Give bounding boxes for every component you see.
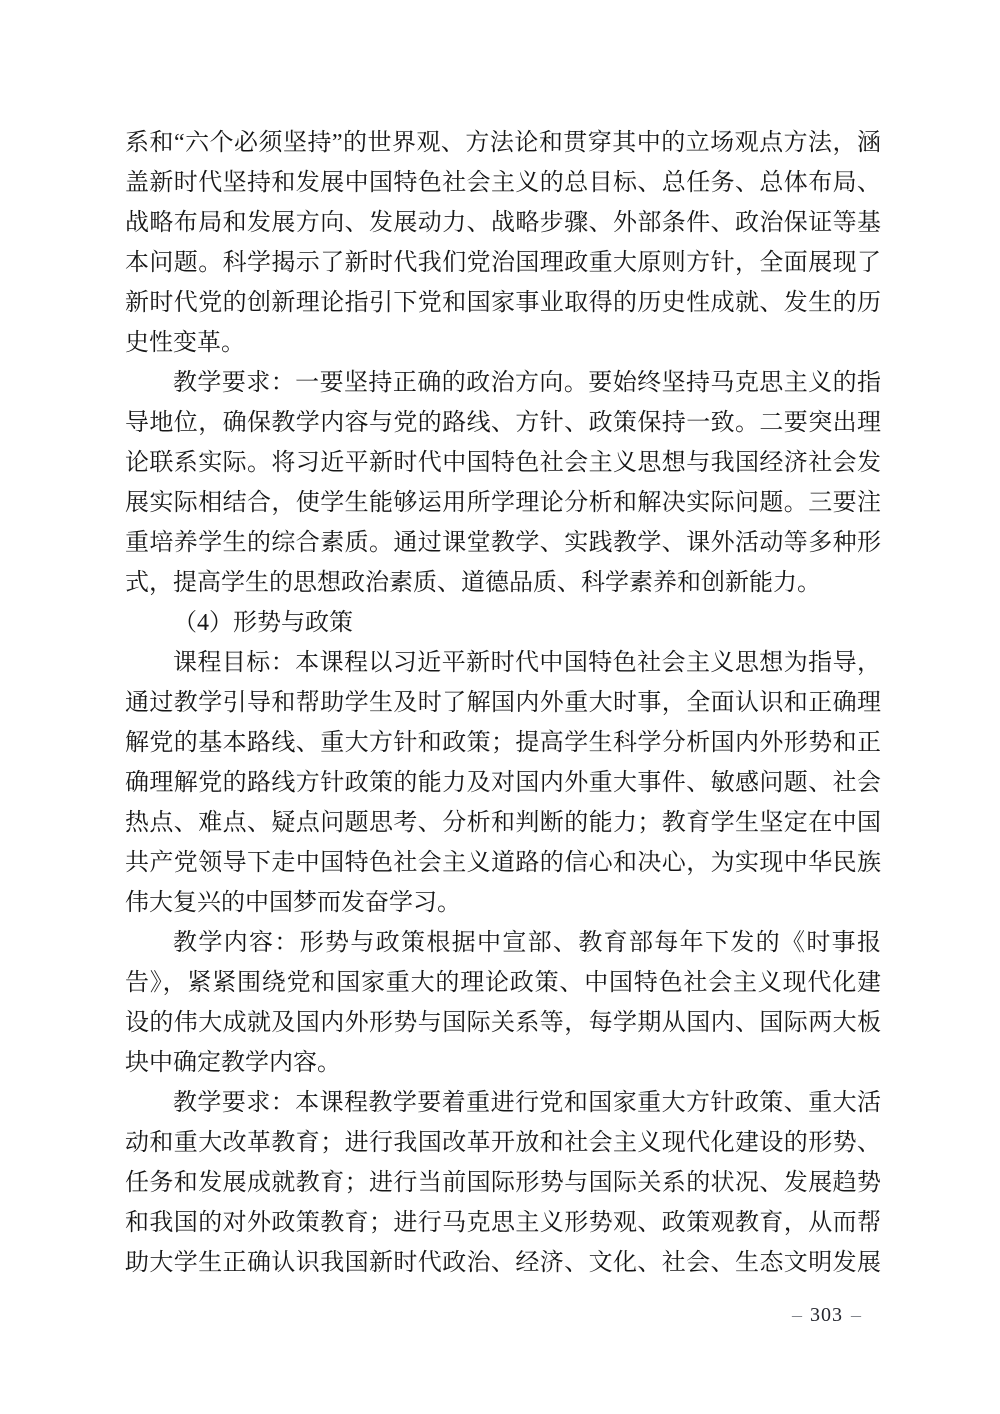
text-line: 本问题。科学揭示了新时代我们党治国理政重大原则方针，全面展现了 <box>125 250 881 276</box>
text-line: 导地位，确保教学内容与党的路线、方针、政策保持一致。二要突出理 <box>125 410 881 436</box>
text-line: 新时代党的创新理论指引下党和国家事业取得的历史性成就、发生的历 <box>125 290 881 316</box>
text-line: 伟大复兴的中国梦而发奋学习。 <box>125 890 461 916</box>
paragraph-4 <box>125 643 881 923</box>
paragraph-6 <box>125 1083 881 1283</box>
paragraph-3 <box>125 603 881 643</box>
text-line: 告》，紧紧围绕党和国家重大的理论政策、中国特色社会主义现代化建 <box>125 970 881 996</box>
page-number-value: 303 <box>810 1304 843 1326</box>
paragraph-5 <box>125 923 881 1083</box>
text-line: 重培养学生的综合素质。通过课堂教学、实践教学、课外活动等多种形 <box>125 530 881 556</box>
text-line: 和我国的对外政策教育；进行马克思主义形势观、政策观教育，从而帮 <box>125 1210 881 1236</box>
text-line: 确理解党的路线方针政策的能力及对国内外重大事件、敏感问题、社会 <box>125 770 881 796</box>
text-line: 教学要求：一要坚持正确的政治方向。要始终坚持马克思主义的指 <box>173 370 881 396</box>
page-number-dash-right: – <box>851 1304 861 1326</box>
text-line: （4）形势与政策 <box>173 610 353 636</box>
text-line: 设的伟大成就及国内外形势与国际关系等，每学期从国内、国际两大板 <box>125 1010 881 1036</box>
text-line: 助大学生正确认识我国新时代政治、经济、文化、社会、生态文明发展 <box>125 1250 881 1276</box>
text-line: 盖新时代坚持和发展中国特色社会主义的总目标、总任务、总体布局、 <box>125 170 881 196</box>
text-line: 教学内容：形势与政策根据中宣部、教育部每年下发的《时事报 <box>173 930 881 956</box>
paragraph-2 <box>125 363 881 603</box>
text-line: 史性变革。 <box>125 330 245 356</box>
page-number <box>791 1303 891 1327</box>
text-line: 课程目标：本课程以习近平新时代中国特色社会主义思想为指导， <box>173 650 881 676</box>
document-body <box>125 123 881 1283</box>
text-line: 动和重大改革教育；进行我国改革开放和社会主义现代化建设的形势、 <box>125 1130 881 1156</box>
text-line: 展实际相结合，使学生能够运用所学理论分析和解决实际问题。三要注 <box>125 490 881 516</box>
text-line: 教学要求：本课程教学要着重进行党和国家重大方针政策、重大活 <box>173 1090 881 1116</box>
text-line: 块中确定教学内容。 <box>125 1050 341 1076</box>
text-line: 战略布局和发展方向、发展动力、战略步骤、外部条件、政治保证等基 <box>125 210 881 236</box>
text-line: 论联系实际。将习近平新时代中国特色社会主义思想与我国经济社会发 <box>125 450 881 476</box>
text-line: 解党的基本路线、重大方针和政策；提高学生科学分析国内外形势和正 <box>125 730 881 756</box>
text-line: 共产党领导下走中国特色社会主义道路的信心和决心，为实现中华民族 <box>125 850 881 876</box>
text-line: 通过教学引导和帮助学生及时了解国内外重大时事，全面认识和正确理 <box>125 690 881 716</box>
text-line: 式，提高学生的思想政治素质、道德品质、科学素养和创新能力。 <box>125 570 821 596</box>
paragraph-1 <box>125 123 881 363</box>
text-line: 任务和发展成就教育；进行当前国际形势与国际关系的状况、发展趋势 <box>125 1170 881 1196</box>
text-line: 热点、难点、疑点问题思考、分析和判断的能力；教育学生坚定在中国 <box>125 810 881 836</box>
text-line: 系和“六个必须坚持”的世界观、方法论和贯穿其中的立场观点方法，涵 <box>125 130 881 156</box>
page-number-dash-left: – <box>792 1304 802 1326</box>
